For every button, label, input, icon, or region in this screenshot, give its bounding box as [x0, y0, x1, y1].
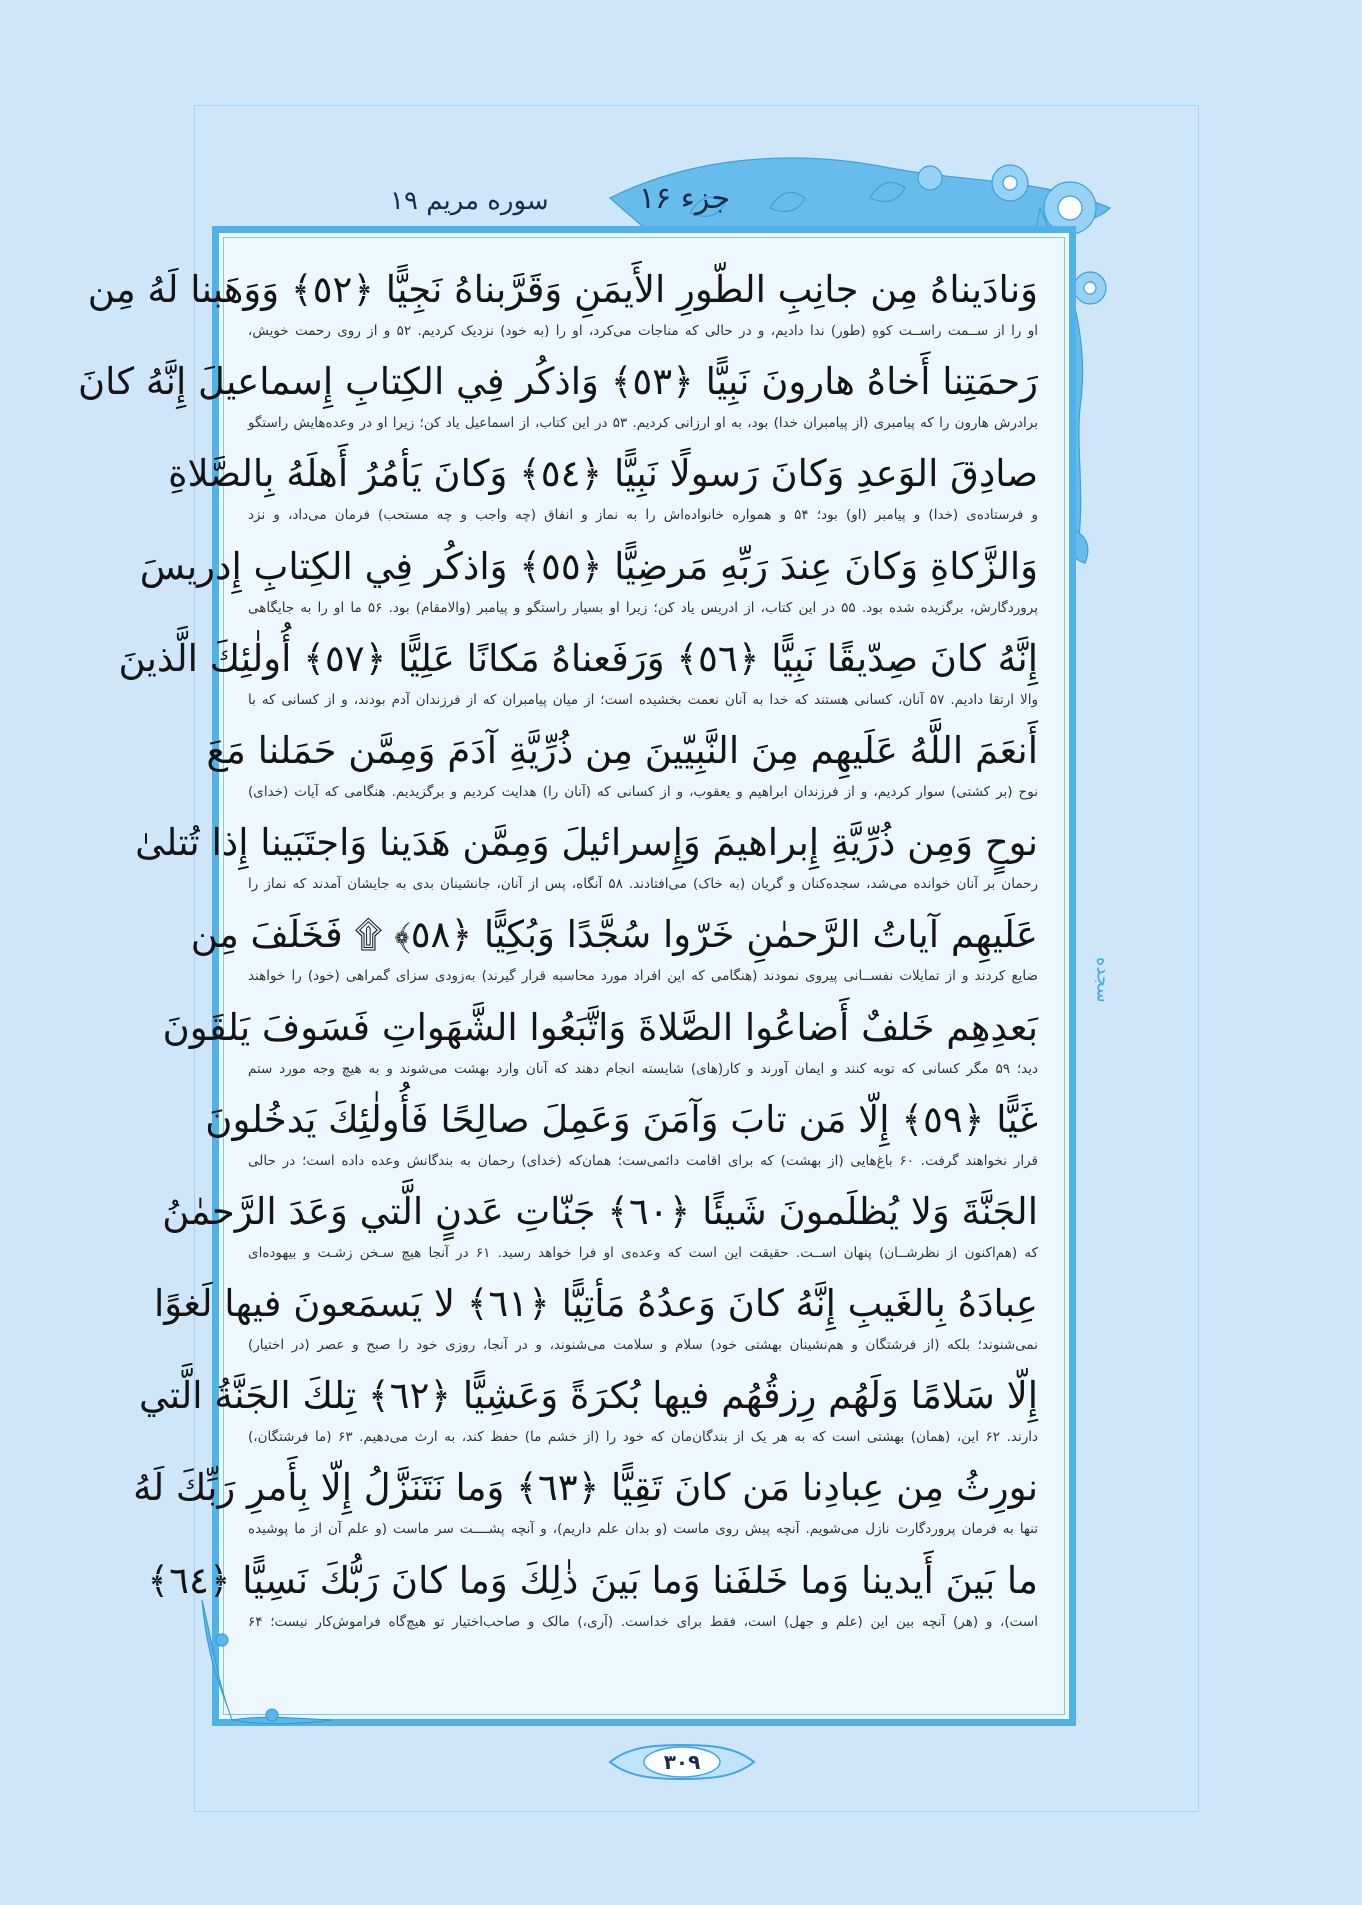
arabic-line: صادِقَ الوَعدِ وَكانَ رَسولًا نَبِيًّا ﴿٥٤﴾ وَكانَ يَأمُرُ أَهلَهُ بِالصَّلاةِ [168, 452, 1038, 496]
arabic-line: عِبادَهُ بِالغَيبِ إِنَّهُ كانَ وَعدُهُ مَأتِيًّا ﴿٦١﴾ لا يَسمَعونَ فيها لَغوًا [154, 1282, 1038, 1326]
translation-line: است)، و (هر) آنچه بین این (علم و جهل) است، فقط برای خداست. (آری،) مالک و صاحب‌اختیار تو هیچ‌گاه فراموش‌کار نیست؛ ۶۴ [248, 1613, 1038, 1630]
translation-line: پروردگارش، برگزیده شده بود. ۵۵ در این کتاب، از ادریس یاد کن؛ زیرا او بسیار راستگو و پیامبر (والامقام) بود. ۵۶ ما او را به جایگاهی [248, 599, 1038, 616]
verse-line [162, 1184, 1039, 1276]
juz-label: جزء ۱۶ [639, 181, 730, 216]
arabic-line: نورِثُ مِن عِبادِنا مَن كانَ تَقِيًّا ﴿٦٣﴾ وَما نَتَنَزَّلُ إِلّا بِأَمرِ رَبِّكَ لَهُ [133, 1466, 1038, 1510]
translation-line: نمی‌شنوند؛ بلکه (از فرشتگان و هم‌نشینان بهشتی خود) سلام و سلامت می‌شنوند، و در آنجا، روزی خود را صبح و عصر (در اختیار) [248, 1337, 1038, 1354]
arabic-line: رَحمَتِنا أَخاهُ هارونَ نَبِيًّا ﴿٥٣﴾ وَاذكُر فِي الكِتابِ إِسماعيلَ إِنَّهُ كانَ [78, 360, 1038, 404]
verse-line [162, 1000, 1038, 1092]
verse-line [206, 723, 1038, 815]
sajdah-marker: سجده [1092, 957, 1114, 1003]
translation-line: برادرش هارون را که پیامبری (از پیامبران خدا) بود، به او ارزانی کردیم. ۵۳ در این کتاب، از اسماعیل یاد کن؛ زیرا او در وعده‌هایش راستگو [248, 415, 1038, 432]
verse-line [205, 1092, 1038, 1184]
translation-line: ضایع کردند و از تمایلات نفســانی پیروی نمودند (هنگامی که این افراد مورد محاسبه قرار گیرند) به‌زودی سزای گمراهی (خود) را خواهند [248, 968, 1038, 985]
verse-line [78, 354, 1038, 446]
verse-line [135, 815, 1038, 907]
page-text [78, 262, 1039, 1645]
arabic-line: وَنادَيناهُ مِن جانِبِ الطّورِ الأَيمَنِ وَقَرَّبناهُ نَجِيًّا ﴿٥٢﴾ وَوَهَبنا لَهُ مِن [87, 268, 1038, 311]
page-header [390, 168, 730, 216]
translation-line: قرار نخواهند گرفت. ۶۰ باغ‌هایی (از بهشت) که برای اقامت دائمی‌ست؛ همان‌که (خدای) رحمان به بندگانش وعده داده است؛ در حالی [248, 1152, 1038, 1169]
arabic-line: ما بَينَ أَيدينا وَما خَلفَنا وَما بَينَ ذٰلِكَ وَما كانَ رَبُّكَ نَسِيًّا ﴿٦٤﴾ [147, 1558, 1038, 1602]
translation-line: که (هم‌اکنون از نظرشــان) پنهان اســت. حقیقت این است که وعده‌ی او فرا خواهد رسید. ۶۱ در آنجا هیچ سـخن زشـت و بیهوده‌ای [248, 1244, 1039, 1261]
arabic-line: إِلّا سَلامًا وَلَهُم رِزقُهُم فيها بُكرَةً وَعَشِيًّا ﴿٦٢﴾ تِلكَ الجَنَّةُ الَّتي [138, 1374, 1038, 1418]
verse-line [190, 907, 1038, 999]
translation-line: رحمان بر آنان خوانده می‌شد، سجده‌کنان و گریان (به خاک) می‌افتادند. ۵۸ آنگاه، پس از آنان، جانشینان بدی به جایشان آمدند که نماز را [248, 876, 1038, 893]
translation-line: تنها به فرمان پروردگارت نازل می‌شویم. آنچه پیش روی ماست (و بدان علم داریم)، و آنچه پشــــت سر ماست (و علم آن از ما پوشیده [248, 1521, 1038, 1538]
arabic-line: إِنَّهُ كانَ صِدّيقًا نَبِيًّا ﴿٥٦﴾ وَرَفَعناهُ مَكانًا عَلِيًّا ﴿٥٧﴾ أُولٰئِكَ الَّذينَ [118, 636, 1038, 680]
translation-line: نوح (بر کشتی) سوار کردیم، و از فرزندان ابراهیم و یعقوب، و از کسانی که (آنان را) هدایت کردیم و برگزیدیم. هنگامی که آیات (خدای) [248, 783, 1038, 800]
verse-line [138, 1368, 1039, 1460]
arabic-line: نوحٍ وَمِن ذُرِّيَّةِ إِبراهيمَ وَإِسرائيلَ وَمِمَّن هَدَينا وَاجتَبَينا إِذا تُتلىٰ [135, 821, 1038, 865]
arabic-line: بَعدِهِم خَلفٌ أَضاعُوا الصَّلاةَ وَاتَّبَعُوا الشَّهَواتِ فَسَوفَ يَلقَونَ [162, 1005, 1038, 1049]
translation-line: دارند. ۶۲ این، (همان) بهشتی است که به هر یک از بندگان‌مان که خود را (از خشم ما) حفظ کند، به ارث می‌دهیم. ۶۳ (ما فرشتگان،) [248, 1429, 1039, 1446]
verse-line [133, 1460, 1038, 1552]
verse-line [147, 1553, 1038, 1645]
arabic-line: أَنعَمَ اللَّهُ عَلَيهِم مِنَ النَّبِيّينَ مِن ذُرِّيَّةِ آدَمَ وَمِمَّن حَمَلنا مَعَ [206, 728, 1038, 772]
verse-line [118, 631, 1038, 723]
translation-line: والا ارتقا دادیم. ۵۷ آنان، کسانی هستند که خدا به آنان نعمت بخشیده است؛ از میان پیامبران که از فرزندان آدم بودند، و از کسانی که با [248, 691, 1038, 708]
verse-line [139, 539, 1038, 631]
verse-line [168, 446, 1038, 538]
arabic-line: عَلَيهِم آياتُ الرَّحمٰنِ خَرّوا سُجَّدًا وَبُكِيًّا ﴿٥٨﴾ ۩ فَخَلَفَ مِن [190, 913, 1038, 957]
arabic-line: الجَنَّةَ وَلا يُظلَمونَ شَيئًا ﴿٦٠﴾ جَنّاتِ عَدنٍ الَّتي وَعَدَ الرَّحمٰنُ [162, 1189, 1038, 1233]
translation-line: دید؛ ۵۹ مگر کسانی که توبه کنند و ایمان آورند و کار(های) شایسته انجام دهند که آنان وارد بهشت می‌شوند و به هیچ وجه مورد ستم [248, 1060, 1038, 1077]
verse-line [154, 1276, 1038, 1368]
arabic-line: غَيًّا ﴿٥٩﴾ إِلّا مَن تابَ وَآمَنَ وَعَمِلَ صالِحًا فَأُولٰئِكَ يَدخُلونَ [205, 1097, 1038, 1141]
verse-line [87, 262, 1039, 354]
translation-line: و فرستاده‌ی (خدا) و پیامبر (او) بود؛ ۵۴ و همواره خانواده‌اش را به نماز و انفاق (چه واجب و چه مستحب) فرمان می‌داد، و نزد [248, 507, 1038, 524]
translation-line: او را از ســمت راســت کوهِ (طور) ندا دادیم، و در حالی که مناجات می‌کرد، او را (به خود) نزدیک کردیم. ۵۲ و از روی رحمت خویش، [248, 323, 1039, 339]
surah-label: سوره مریم ۱۹ [390, 186, 549, 216]
page-number: ۳۰۹ [663, 1750, 701, 1774]
arabic-line: وَالزَّكاةِ وَكانَ عِندَ رَبِّهِ مَرضِيًّا ﴿٥٥﴾ وَاذكُر فِي الكِتابِ إِدريسَ [139, 544, 1038, 588]
